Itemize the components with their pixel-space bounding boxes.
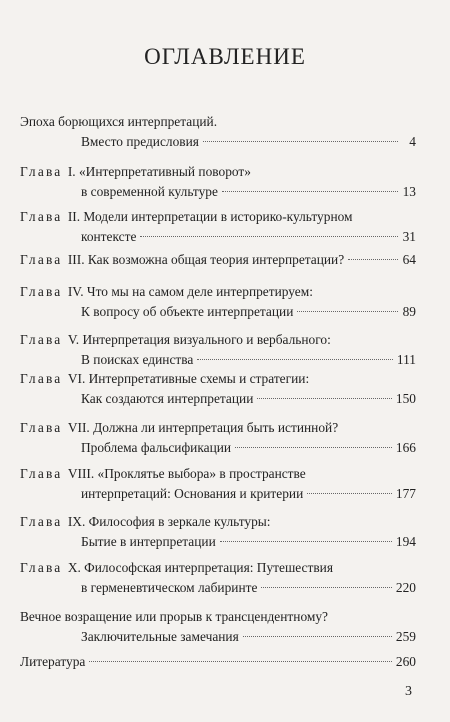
leader-dots xyxy=(243,636,392,637)
toc-entry-subtitle: В поисках единства xyxy=(81,352,194,367)
toc-entry-chapter-8 xyxy=(20,464,416,504)
chapter-label: Глава xyxy=(20,209,63,224)
toc-entry-title: VI. Интерпретативные схемы и стратегии: xyxy=(67,371,310,386)
toc-entry-title: Вечное возращение или прорыв к трансцендентному? xyxy=(20,609,328,624)
toc-entry-chapter-7 xyxy=(20,418,416,458)
leader-dots xyxy=(220,541,392,542)
toc-entry-subtitle: в герменевтическом лабиринте xyxy=(81,580,258,595)
toc-entry-title: X. Философская интерпретация: Путешествия xyxy=(67,560,333,575)
toc-entry-subtitle: контексте xyxy=(81,229,137,244)
toc-page-number: 259 xyxy=(395,629,416,644)
toc-page-number: 89 xyxy=(402,304,416,319)
leader-dots xyxy=(203,141,398,142)
toc-page-number: 166 xyxy=(395,440,416,455)
leader-dots xyxy=(348,259,398,260)
toc-entry-chapter-5 xyxy=(20,330,416,370)
toc-entry-conclusion xyxy=(20,607,416,647)
leader-dots xyxy=(222,191,398,192)
toc-entry-subtitle: Бытие в интерпретации xyxy=(81,534,216,549)
leader-dots xyxy=(257,398,392,399)
toc-entry-subtitle: Как создаются интерпретации xyxy=(81,391,254,406)
chapter-label: Глава xyxy=(20,371,63,386)
chapter-label: Глава xyxy=(20,332,63,347)
toc-entry-subtitle: Вместо предисловия xyxy=(81,134,199,149)
page-number-footer: 3 xyxy=(405,684,412,699)
toc-page-number: 177 xyxy=(395,486,416,501)
toc-entry-preface xyxy=(20,112,416,152)
toc-entry-chapter-1 xyxy=(20,162,416,202)
toc-entry-title: VIII. «Проклятье выбора» в пространстве xyxy=(67,466,306,481)
toc-page-number: 13 xyxy=(402,184,416,199)
chapter-label: Глава xyxy=(20,284,63,299)
toc-page-number: 194 xyxy=(395,534,416,549)
toc-entry-title: Эпоха борющихся интерпретаций. xyxy=(20,114,218,129)
toc-entry-chapter-4 xyxy=(20,282,416,322)
chapter-label: Глава xyxy=(20,466,63,481)
toc-entry-title: II. Модели интерпретации в историко-культурном xyxy=(67,209,353,224)
toc-page-number: 150 xyxy=(395,391,416,406)
toc-entry-chapter-2 xyxy=(20,207,416,247)
toc-entry-subtitle: интерпретаций: Основания и критерии xyxy=(81,486,304,501)
page-title: ОГЛАВЛЕНИЕ xyxy=(144,44,306,69)
chapter-label: Глава xyxy=(20,252,63,267)
leader-dots xyxy=(235,447,392,448)
toc-entry-title: IV. Что мы на самом деле интерпретируем: xyxy=(67,284,313,299)
leader-dots xyxy=(197,359,393,360)
leader-dots xyxy=(89,661,392,662)
toc-page-number: 260 xyxy=(395,654,416,669)
toc-page-number: 220 xyxy=(395,580,416,595)
toc-entry-subtitle: Проблема фальсификации xyxy=(81,440,232,455)
toc-entry-title: VII. Должна ли интерпретация быть истинной? xyxy=(67,420,339,435)
leader-dots xyxy=(307,493,392,494)
toc-entry-title: III. Как возможна общая теория интерпретации? xyxy=(67,252,345,267)
toc-page-number: 31 xyxy=(402,229,416,244)
toc-entry-subtitle: К вопросу об объекте интерпретации xyxy=(81,304,294,319)
toc-entry-chapter-9 xyxy=(20,512,416,552)
chapter-label: Глава xyxy=(20,164,63,179)
toc-entry-chapter-10 xyxy=(20,558,416,598)
toc-entry-chapter-6 xyxy=(20,369,416,409)
toc-entry-literature xyxy=(20,652,416,672)
toc-entry-chapter-3 xyxy=(20,250,416,270)
chapter-label: Глава xyxy=(20,514,63,529)
toc-entry-title: IX. Философия в зеркале культуры: xyxy=(67,514,271,529)
toc-entry-title: V. Интерпретация визуального и вербального: xyxy=(67,332,331,347)
toc-entry-title: I. «Интерпретативный поворот» xyxy=(67,164,251,179)
chapter-label: Глава xyxy=(20,560,63,575)
toc-page-number: 64 xyxy=(402,252,416,267)
toc-entry-subtitle: Заключительные замечания xyxy=(81,629,239,644)
toc-page-number: 111 xyxy=(396,352,416,367)
toc-entry-title: Литература xyxy=(20,654,86,669)
chapter-label: Глава xyxy=(20,420,63,435)
leader-dots xyxy=(140,236,398,237)
leader-dots xyxy=(261,587,391,588)
toc-entry-subtitle: в современной культуре xyxy=(81,184,218,199)
leader-dots xyxy=(297,311,398,312)
toc-page-number: 4 xyxy=(409,134,416,149)
